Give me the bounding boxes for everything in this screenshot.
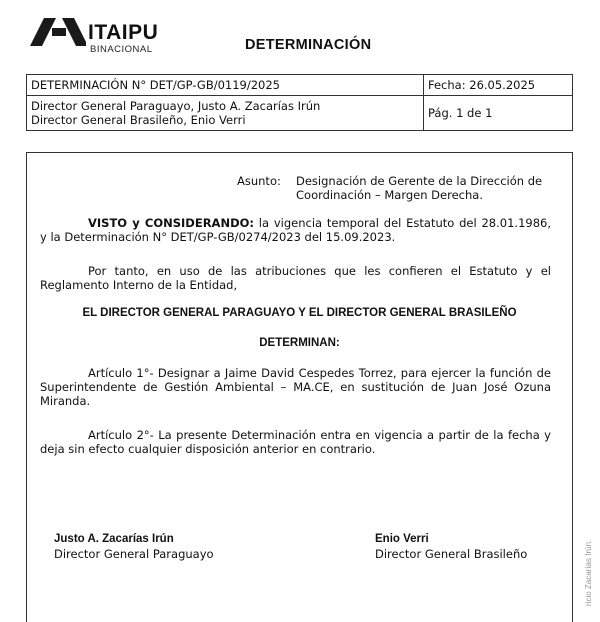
- visto-paragraph: [40, 216, 551, 244]
- signature-right-name: Enio Verri: [375, 533, 429, 545]
- article-2: Artículo 2°- La presente Determinación entra en vigencia a partir de la fecha y deja sin efecto cualquier disposición anterior en contrario.: [40, 428, 551, 456]
- signature-left-name: Justo A. Zacarías Irún: [54, 533, 174, 545]
- document-body: [26, 152, 573, 622]
- itaipu-logo-icon: [30, 18, 86, 46]
- page-number: Pág. 1 de 1: [424, 96, 573, 131]
- visto-label: VISTO y CONSIDERANDO:: [88, 216, 254, 230]
- signature-left-title: Director General Paraguayo: [54, 547, 214, 561]
- asunto-text: Designación de Gerente de la Dirección de Coordinación – Margen Derecha.: [296, 174, 543, 202]
- director-brasileno: Director General Brasileño, Enio Verri: [31, 113, 246, 127]
- visto-text: la vigencia temporal del Estatuto del 28.01.1986, y la Determinación N° DET/GP-GB/0274/2023 del 15.09.2023.: [40, 216, 551, 244]
- article-1: Artículo 1°- Designar a Jaime David Cespedes Torrez, para ejercer la función de Superintendente de Gestión Ambiental – MA.CE, en sustitución de Juan José Ozuna Miranda.: [40, 366, 551, 408]
- info-table: [26, 74, 573, 131]
- document-title: DETERMINACIÓN: [245, 37, 372, 53]
- directors-heading: EL DIRECTOR GENERAL PARAGUAYO Y EL DIRECTOR GENERAL BRASILEÑO: [82, 307, 517, 319]
- side-watermark: ricio Zacarías Irún.: [584, 539, 593, 606]
- directors-cell: [27, 96, 424, 131]
- signature-right-title: Director General Brasileño: [375, 547, 528, 561]
- logo-text: ITAIPU: [88, 21, 159, 44]
- determinan-heading: DETERMINAN:: [259, 337, 340, 349]
- determination-number: DETERMINACIÓN N° DET/GP-GB/0119/2025: [27, 75, 424, 96]
- logo-subtext: BINACIONAL: [90, 44, 153, 55]
- document-date: Fecha: 26.05.2025: [424, 75, 573, 96]
- signature-right: [375, 532, 527, 562]
- signature-left: [54, 532, 214, 562]
- por-tanto-paragraph: Por tanto, en uso de las atribuciones que les confieren el Estatuto y el Reglamento Interno de la Entidad,: [40, 264, 551, 292]
- asunto-label: Asunto:: [237, 174, 281, 188]
- itaipu-logo: [30, 18, 170, 58]
- director-paraguayo: Director General Paraguayo, Justo A. Zacarías Irún: [31, 99, 321, 113]
